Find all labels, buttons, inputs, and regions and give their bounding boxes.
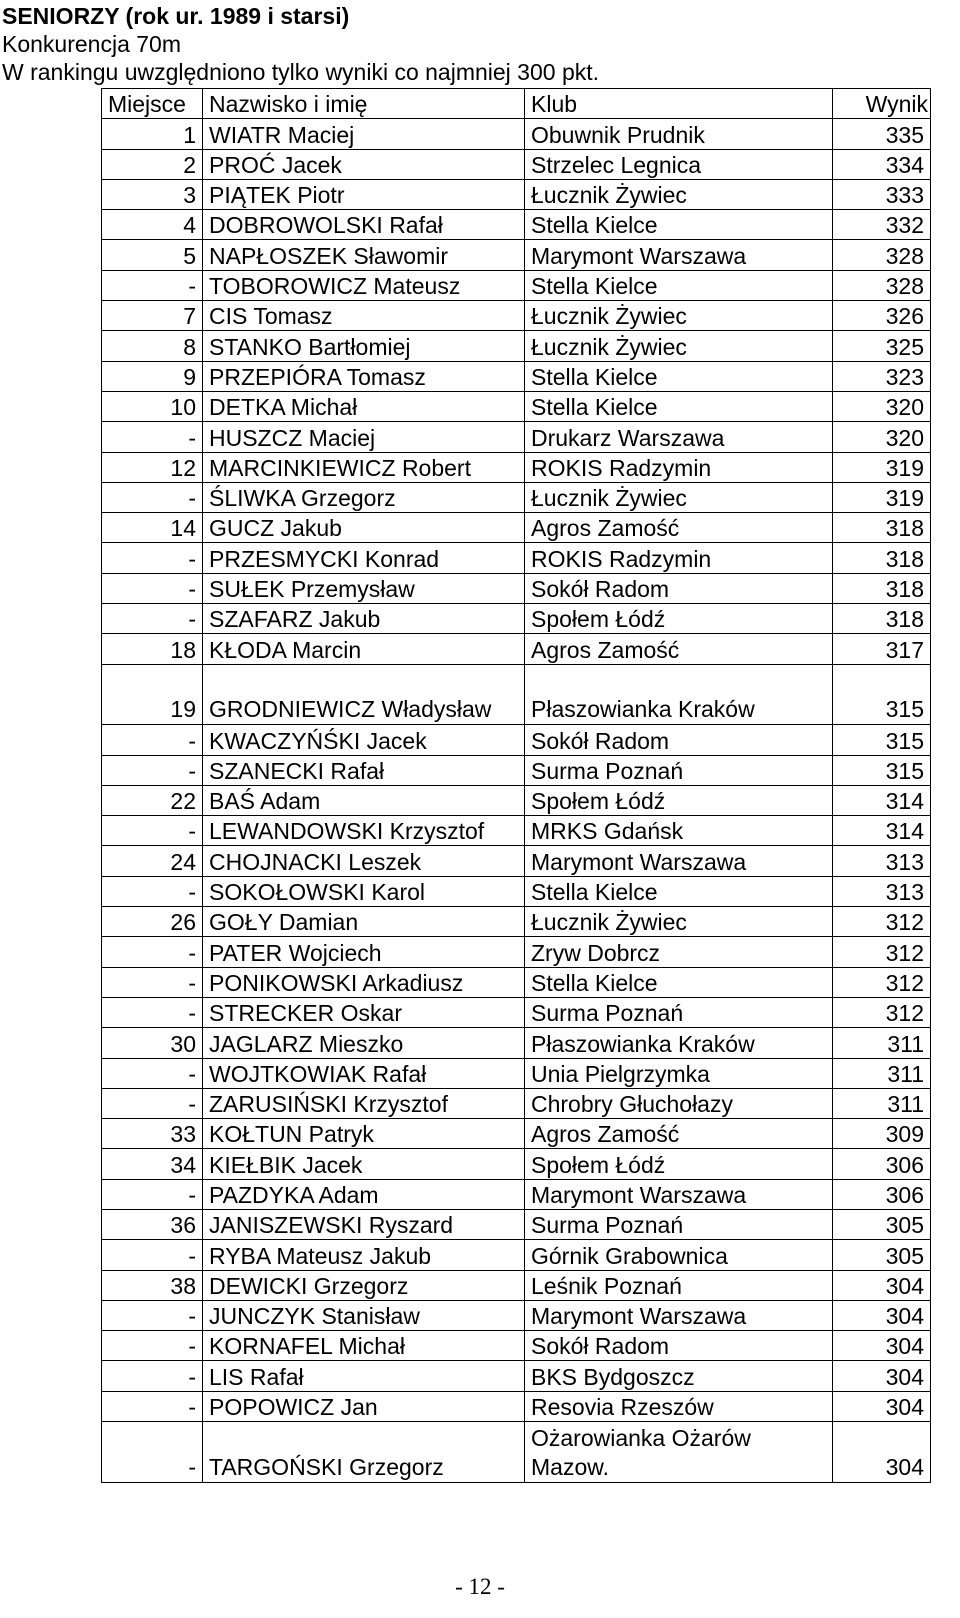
name-cell: HUSZCZ Maciej xyxy=(203,422,525,452)
name-cell: STANKO Bartłomiej xyxy=(203,331,525,361)
club-cell: Agros Zamość xyxy=(525,513,833,543)
club-cell: Marymont Warszawa xyxy=(525,846,833,876)
club-cell: Surma Poznań xyxy=(525,755,833,785)
score-cell: 305 xyxy=(833,1240,931,1270)
table-row xyxy=(102,1240,931,1270)
name-cell: PROĆ Jacek xyxy=(203,149,525,179)
table-row xyxy=(102,997,931,1027)
place-cell: 5 xyxy=(102,240,203,270)
score-cell: 304 xyxy=(833,1391,931,1421)
score-cell: 326 xyxy=(833,301,931,331)
section-title: SENIORZY (rok ur. 1989 i starsi) xyxy=(2,3,350,29)
score-cell: 313 xyxy=(833,876,931,906)
place-cell: 22 xyxy=(102,785,203,815)
place-cell: - xyxy=(102,543,203,573)
club-cell: ROKIS Radzymin xyxy=(525,452,833,482)
club-cell: Społem Łódź xyxy=(525,1149,833,1179)
score-cell: 312 xyxy=(833,937,931,967)
place-cell: 19 xyxy=(102,664,203,725)
score-cell: 318 xyxy=(833,543,931,573)
club-cell: Łucznik Żywiec xyxy=(525,179,833,209)
score-cell: 304 xyxy=(833,1331,931,1361)
table-row xyxy=(102,1209,931,1239)
score-cell: 320 xyxy=(833,422,931,452)
name-cell: TARGOŃSKI Grzegorz xyxy=(203,1422,525,1483)
table-row xyxy=(102,210,931,240)
name-cell: CHOJNACKI Leszek xyxy=(203,846,525,876)
place-cell: - xyxy=(102,1179,203,1209)
score-cell: 334 xyxy=(833,149,931,179)
name-cell: SZAFARZ Jakub xyxy=(203,604,525,634)
score-cell: 333 xyxy=(833,179,931,209)
page-number: - 12 - xyxy=(455,1574,505,1599)
score-cell: 315 xyxy=(833,755,931,785)
place-cell: - xyxy=(102,1331,203,1361)
place-cell: - xyxy=(102,1058,203,1088)
place-cell: - xyxy=(102,876,203,906)
score-cell: 311 xyxy=(833,1028,931,1058)
club-cell: Marymont Warszawa xyxy=(525,240,833,270)
table-row xyxy=(102,1058,931,1088)
table-row xyxy=(102,1179,931,1209)
place-cell: - xyxy=(102,1361,203,1391)
club-cell: ROKIS Radzymin xyxy=(525,543,833,573)
table-row xyxy=(102,1270,931,1300)
place-cell: 8 xyxy=(102,331,203,361)
name-cell: KWACZYŃŚKI Jacek xyxy=(203,725,525,755)
place-cell: 34 xyxy=(102,1149,203,1179)
club-cell: Łucznik Żywiec xyxy=(525,482,833,512)
place-cell: 38 xyxy=(102,1270,203,1300)
place-cell: 36 xyxy=(102,1209,203,1239)
score-cell: 311 xyxy=(833,1058,931,1088)
place-cell: - xyxy=(102,270,203,300)
name-cell: SUŁEK Przemysław xyxy=(203,573,525,603)
club-cell: Sokół Radom xyxy=(525,573,833,603)
score-cell: 318 xyxy=(833,573,931,603)
table-row xyxy=(102,1361,931,1391)
score-cell: 325 xyxy=(833,331,931,361)
name-cell: PRZESMYCKI Konrad xyxy=(203,543,525,573)
score-cell: 318 xyxy=(833,513,931,543)
club-cell: Stella Kielce xyxy=(525,391,833,421)
name-cell: KOŁTUN Patryk xyxy=(203,1119,525,1149)
name-cell: WIATR Maciej xyxy=(203,119,525,149)
score-cell: 320 xyxy=(833,391,931,421)
place-cell: - xyxy=(102,967,203,997)
score-cell: 314 xyxy=(833,785,931,815)
table-row xyxy=(102,725,931,755)
table-row xyxy=(102,846,931,876)
score-cell: 304 xyxy=(833,1422,931,1483)
table-row xyxy=(102,907,931,937)
score-cell: 311 xyxy=(833,1088,931,1118)
place-cell: 14 xyxy=(102,513,203,543)
table-row xyxy=(102,1300,931,1330)
table-row xyxy=(102,785,931,815)
column-header-score: Wynik xyxy=(833,89,931,119)
club-cell: Łucznik Żywiec xyxy=(525,331,833,361)
club-cell: Łucznik Żywiec xyxy=(525,301,833,331)
name-cell: STRECKER Oskar xyxy=(203,997,525,1027)
club-cell: Sokół Radom xyxy=(525,725,833,755)
name-cell: JAGLARZ Mieszko xyxy=(203,1028,525,1058)
place-cell: - xyxy=(102,1422,203,1483)
table-row xyxy=(102,119,931,149)
club-cell: Stella Kielce xyxy=(525,361,833,391)
table-row xyxy=(102,270,931,300)
table-row xyxy=(102,604,931,634)
club-cell: BKS Bydgoszcz xyxy=(525,1361,833,1391)
name-cell: WOJTKOWIAK Rafał xyxy=(203,1058,525,1088)
club-cell: Surma Poznań xyxy=(525,997,833,1027)
place-cell: 18 xyxy=(102,634,203,664)
score-cell: 306 xyxy=(833,1179,931,1209)
name-cell: ZARUSIŃSKI Krzysztof xyxy=(203,1088,525,1118)
ranking-note: W rankingu uwzględniono tylko wyniki co najmniej 300 pkt. xyxy=(2,59,600,85)
club-cell: Płaszowianka Kraków xyxy=(525,1028,833,1058)
place-cell: 9 xyxy=(102,361,203,391)
name-cell: GOŁY Damian xyxy=(203,907,525,937)
place-cell: 33 xyxy=(102,1119,203,1149)
club-cell: Drukarz Warszawa xyxy=(525,422,833,452)
name-cell: KORNAFEL Michał xyxy=(203,1331,525,1361)
score-cell: 312 xyxy=(833,967,931,997)
table-row xyxy=(102,361,931,391)
name-cell: DOBROWOLSKI Rafał xyxy=(203,210,525,240)
score-cell: 309 xyxy=(833,1119,931,1149)
club-cell: Stella Kielce xyxy=(525,210,833,240)
place-cell: - xyxy=(102,937,203,967)
name-cell: NAPŁOSZEK Sławomir xyxy=(203,240,525,270)
name-cell: KŁODA Marcin xyxy=(203,634,525,664)
name-cell: PRZEPIÓRA Tomasz xyxy=(203,361,525,391)
club-cell: Obuwnik Prudnik xyxy=(525,119,833,149)
place-cell: - xyxy=(102,755,203,785)
score-cell: 318 xyxy=(833,604,931,634)
name-cell: LEWANDOWSKI Krzysztof xyxy=(203,816,525,846)
column-header-place: Miejsce xyxy=(102,89,203,119)
column-header-club: Klub xyxy=(525,89,833,119)
place-cell: 3 xyxy=(102,179,203,209)
place-cell: - xyxy=(102,725,203,755)
club-cell: Marymont Warszawa xyxy=(525,1300,833,1330)
score-cell: 319 xyxy=(833,482,931,512)
name-cell: KIEŁBIK Jacek xyxy=(203,1149,525,1179)
score-cell: 319 xyxy=(833,452,931,482)
table-row xyxy=(102,149,931,179)
club-cell: Stella Kielce xyxy=(525,967,833,997)
table-row xyxy=(102,816,931,846)
score-cell: 314 xyxy=(833,816,931,846)
name-cell: LIS Rafał xyxy=(203,1361,525,1391)
name-cell: SOKOŁOWSKI Karol xyxy=(203,876,525,906)
table-row xyxy=(102,301,931,331)
table-row xyxy=(102,331,931,361)
place-cell: 24 xyxy=(102,846,203,876)
table-row xyxy=(102,755,931,785)
name-cell: GRODNIEWICZ Władysław xyxy=(203,664,525,725)
score-cell: 332 xyxy=(833,210,931,240)
club-cell: Marymont Warszawa xyxy=(525,1179,833,1209)
name-cell: GUCZ Jakub xyxy=(203,513,525,543)
place-cell: - xyxy=(102,997,203,1027)
table-row xyxy=(102,482,931,512)
club-cell: MRKS Gdańsk xyxy=(525,816,833,846)
place-cell: - xyxy=(102,482,203,512)
club-cell: Sokół Radom xyxy=(525,1331,833,1361)
name-cell: DETKA Michał xyxy=(203,391,525,421)
score-cell: 328 xyxy=(833,240,931,270)
score-cell: 317 xyxy=(833,634,931,664)
table-row xyxy=(102,513,931,543)
score-cell: 304 xyxy=(833,1270,931,1300)
place-cell: - xyxy=(102,816,203,846)
score-cell: 313 xyxy=(833,846,931,876)
name-cell: MARCINKIEWICZ Robert xyxy=(203,452,525,482)
table-row xyxy=(102,1088,931,1118)
name-cell: JUNCZYK Stanisław xyxy=(203,1300,525,1330)
name-cell: POPOWICZ Jan xyxy=(203,1391,525,1421)
table-row xyxy=(102,179,931,209)
score-cell: 315 xyxy=(833,664,931,725)
table-row xyxy=(102,967,931,997)
club-cell: Łucznik Żywiec xyxy=(525,907,833,937)
place-cell: - xyxy=(102,604,203,634)
column-header-name: Nazwisko i imię xyxy=(203,89,525,119)
table-row xyxy=(102,876,931,906)
club-cell: Agros Zamość xyxy=(525,1119,833,1149)
name-cell: PONIKOWSKI Arkadiusz xyxy=(203,967,525,997)
place-cell: - xyxy=(102,1088,203,1118)
table-row xyxy=(102,1422,931,1483)
score-cell: 304 xyxy=(833,1361,931,1391)
score-cell: 304 xyxy=(833,1300,931,1330)
score-cell: 312 xyxy=(833,997,931,1027)
place-cell: 1 xyxy=(102,119,203,149)
score-cell: 328 xyxy=(833,270,931,300)
place-cell: 30 xyxy=(102,1028,203,1058)
table-row xyxy=(102,543,931,573)
place-cell: 7 xyxy=(102,301,203,331)
table-header-row xyxy=(102,89,931,119)
place-cell: 10 xyxy=(102,391,203,421)
club-cell: Stella Kielce xyxy=(525,876,833,906)
club-cell: Agros Zamość xyxy=(525,634,833,664)
club-cell: Społem Łódź xyxy=(525,604,833,634)
club-cell: Ożarowianka Ożarów Mazow. xyxy=(525,1422,833,1483)
results-table-body xyxy=(102,89,931,1483)
score-cell: 312 xyxy=(833,907,931,937)
score-cell: 306 xyxy=(833,1149,931,1179)
table-row xyxy=(102,937,931,967)
competition-label: Konkurencja 70m xyxy=(2,31,181,57)
results-table xyxy=(101,88,931,1483)
table-row xyxy=(102,422,931,452)
name-cell: PATER Wojciech xyxy=(203,937,525,967)
club-cell: Strzelec Legnica xyxy=(525,149,833,179)
name-cell: DEWICKI Grzegorz xyxy=(203,1270,525,1300)
club-cell: Górnik Grabownica xyxy=(525,1240,833,1270)
name-cell: PIĄTEK Piotr xyxy=(203,179,525,209)
place-cell: 12 xyxy=(102,452,203,482)
name-cell: SZANECKI Rafał xyxy=(203,755,525,785)
name-cell: JANISZEWSKI Ryszard xyxy=(203,1209,525,1239)
name-cell: TOBOROWICZ Mateusz xyxy=(203,270,525,300)
table-row xyxy=(102,452,931,482)
place-cell: 26 xyxy=(102,907,203,937)
table-row xyxy=(102,391,931,421)
name-cell: ŚLIWKA Grzegorz xyxy=(203,482,525,512)
club-cell: Stella Kielce xyxy=(525,270,833,300)
table-row xyxy=(102,1119,931,1149)
place-cell: - xyxy=(102,573,203,603)
club-cell: Chrobry Głuchołazy xyxy=(525,1088,833,1118)
score-cell: 335 xyxy=(833,119,931,149)
table-row xyxy=(102,573,931,603)
club-cell: Resovia Rzeszów xyxy=(525,1391,833,1421)
name-cell: PAZDYKA Adam xyxy=(203,1179,525,1209)
place-cell: - xyxy=(102,1300,203,1330)
club-cell: Płaszowianka Kraków xyxy=(525,664,833,725)
table-row xyxy=(102,634,931,664)
club-cell: Społem Łódź xyxy=(525,785,833,815)
club-cell: Surma Poznań xyxy=(525,1209,833,1239)
club-cell: Unia Pielgrzymka xyxy=(525,1058,833,1088)
club-cell: Zryw Dobrcz xyxy=(525,937,833,967)
table-row xyxy=(102,1391,931,1421)
table-row xyxy=(102,1331,931,1361)
name-cell: BAŚ Adam xyxy=(203,785,525,815)
place-cell: - xyxy=(102,422,203,452)
place-cell: 2 xyxy=(102,149,203,179)
place-cell: 4 xyxy=(102,210,203,240)
score-cell: 315 xyxy=(833,725,931,755)
table-row xyxy=(102,240,931,270)
table-row xyxy=(102,1028,931,1058)
place-cell: - xyxy=(102,1391,203,1421)
table-row xyxy=(102,1149,931,1179)
score-cell: 323 xyxy=(833,361,931,391)
name-cell: RYBA Mateusz Jakub xyxy=(203,1240,525,1270)
place-cell: - xyxy=(102,1240,203,1270)
club-cell: Leśnik Poznań xyxy=(525,1270,833,1300)
name-cell: CIS Tomasz xyxy=(203,301,525,331)
table-row xyxy=(102,664,931,725)
score-cell: 305 xyxy=(833,1209,931,1239)
